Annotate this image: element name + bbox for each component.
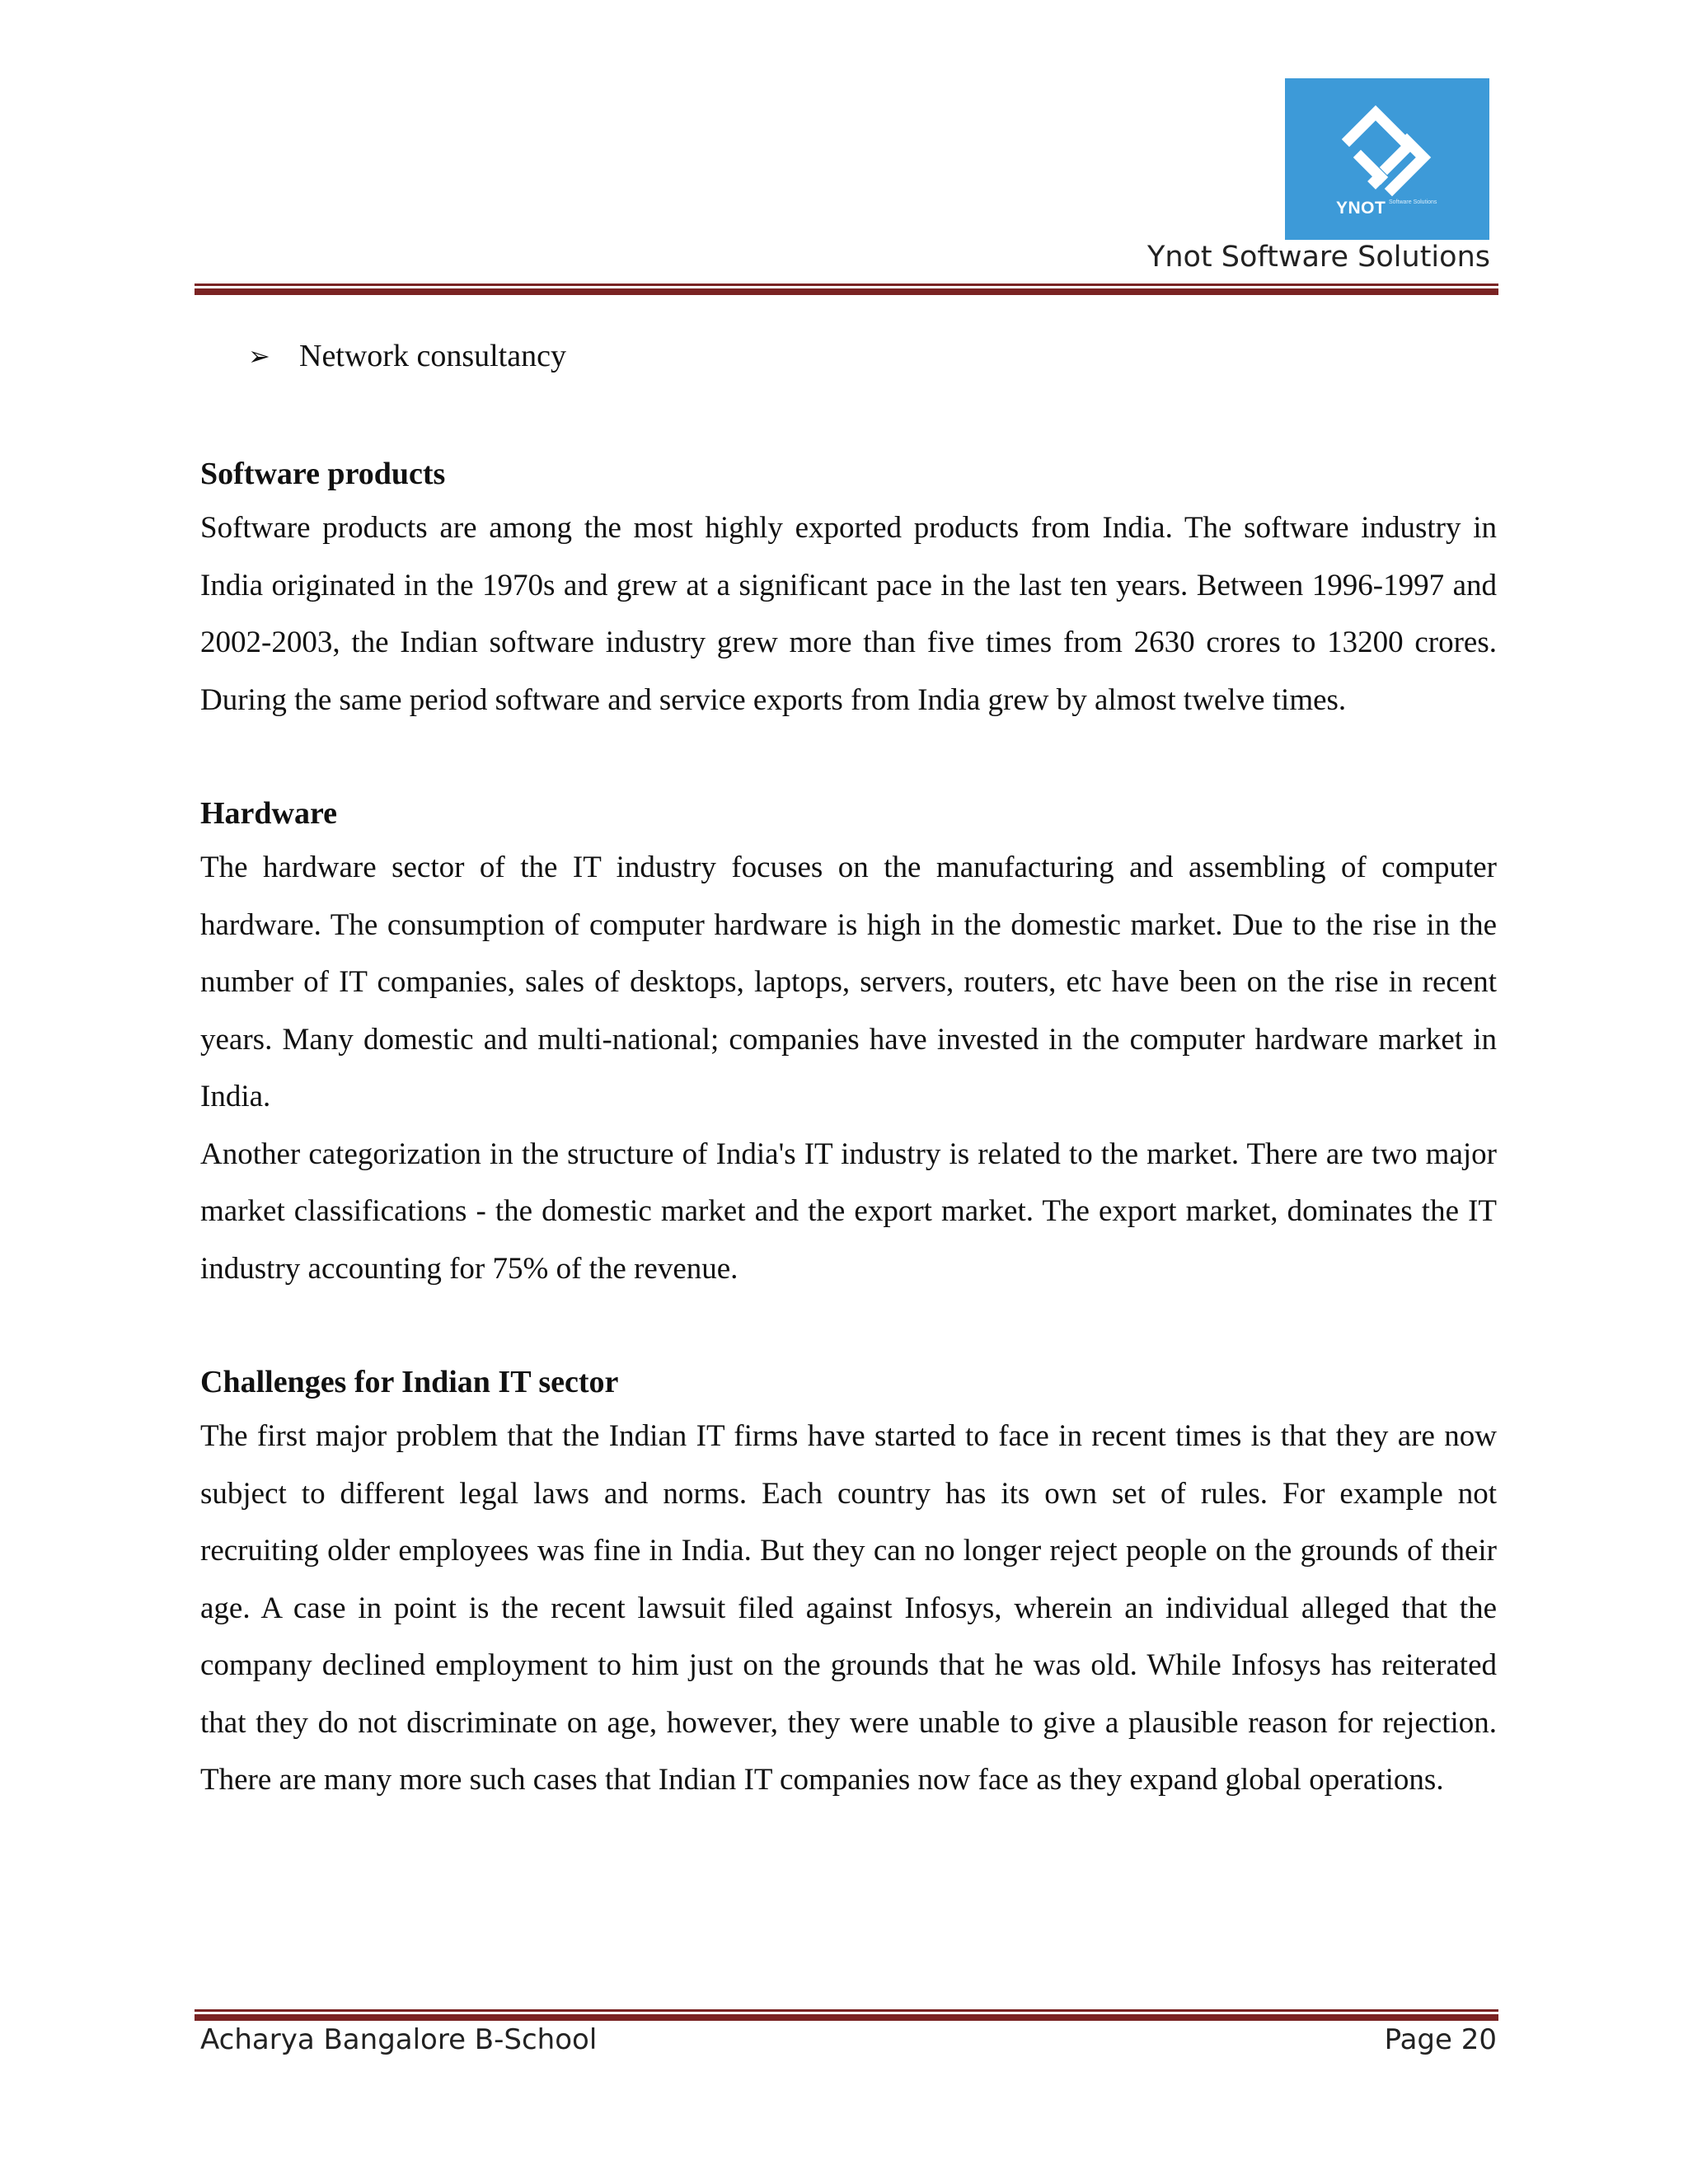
page-content (200, 331, 1497, 1809)
section-paragraph: The hardware sector of the IT industry focuses on the manufacturing and assembling of computer hardware. The consumption of computer hardware is high in the domestic market. Due to the rise in the number of IT companies, sales of desktops, laptops, servers, routers, etc have been on the rise in recent years. Many domestic and multi-national; companies have invested in the computer hardware market in India. (200, 851, 1497, 1113)
footer-page-number: Page 20 (1384, 2023, 1497, 2056)
footer-institution: Acharya Bangalore B-School (200, 2023, 598, 2056)
section-paragraph: Another categorization in the structure of India's IT industry is related to the market. There are two major market classifications - the domestic market and the export market. The export market, dominates the IT industry accounting for 75% of the revenue. (200, 1137, 1497, 1286)
section-paragraph: Software products are among the most highly exported products from India. The software industry in India originated in the 1970s and grew at a significant pace in the last ten years. Between 1996-1997 and 2002-2003, the Indian software industry grew more than five times from 2630 crores to 13200 crores. During the same period software and service exports from India grew by almost twelve times. (200, 511, 1497, 717)
header-divider (195, 284, 1498, 295)
section-paragraph: The first major problem that the Indian IT firms have started to face in recent times is that they are now subject to different legal laws and norms. Each country has its own set of rules. For example not recruiting older employees was fine in India. But they can no longer reject people on the grounds of their age. A case in point is the recent lawsuit filed against Infosys, wherein an individual alleged that the company declined employment to him just on the grounds that he was old. While Infosys has reiterated that they do not discriminate on age, however, they were unable to give a plausible reason for rejection. There are many more such cases that Indian IT companies now face as they expand global operations. (200, 1419, 1497, 1797)
section-heading-hardware: Hardware (200, 796, 338, 831)
bullet-text: Network consultancy (299, 339, 566, 373)
logo-mark-icon (1285, 78, 1489, 240)
company-logo (1285, 78, 1489, 240)
section-heading-challenges: Challenges for Indian IT sector (200, 1365, 619, 1399)
footer-divider (195, 2009, 1498, 2021)
logo-wordmark: YNOT (1336, 199, 1386, 218)
section-heading-software-products: Software products (200, 457, 446, 491)
bullet-item (200, 331, 1497, 381)
logo-tagline: Software Solutions (1389, 199, 1437, 205)
header-company-name: Ynot Software Solutions (1146, 241, 1490, 274)
arrow-bullet-icon: ➢ (248, 340, 270, 372)
